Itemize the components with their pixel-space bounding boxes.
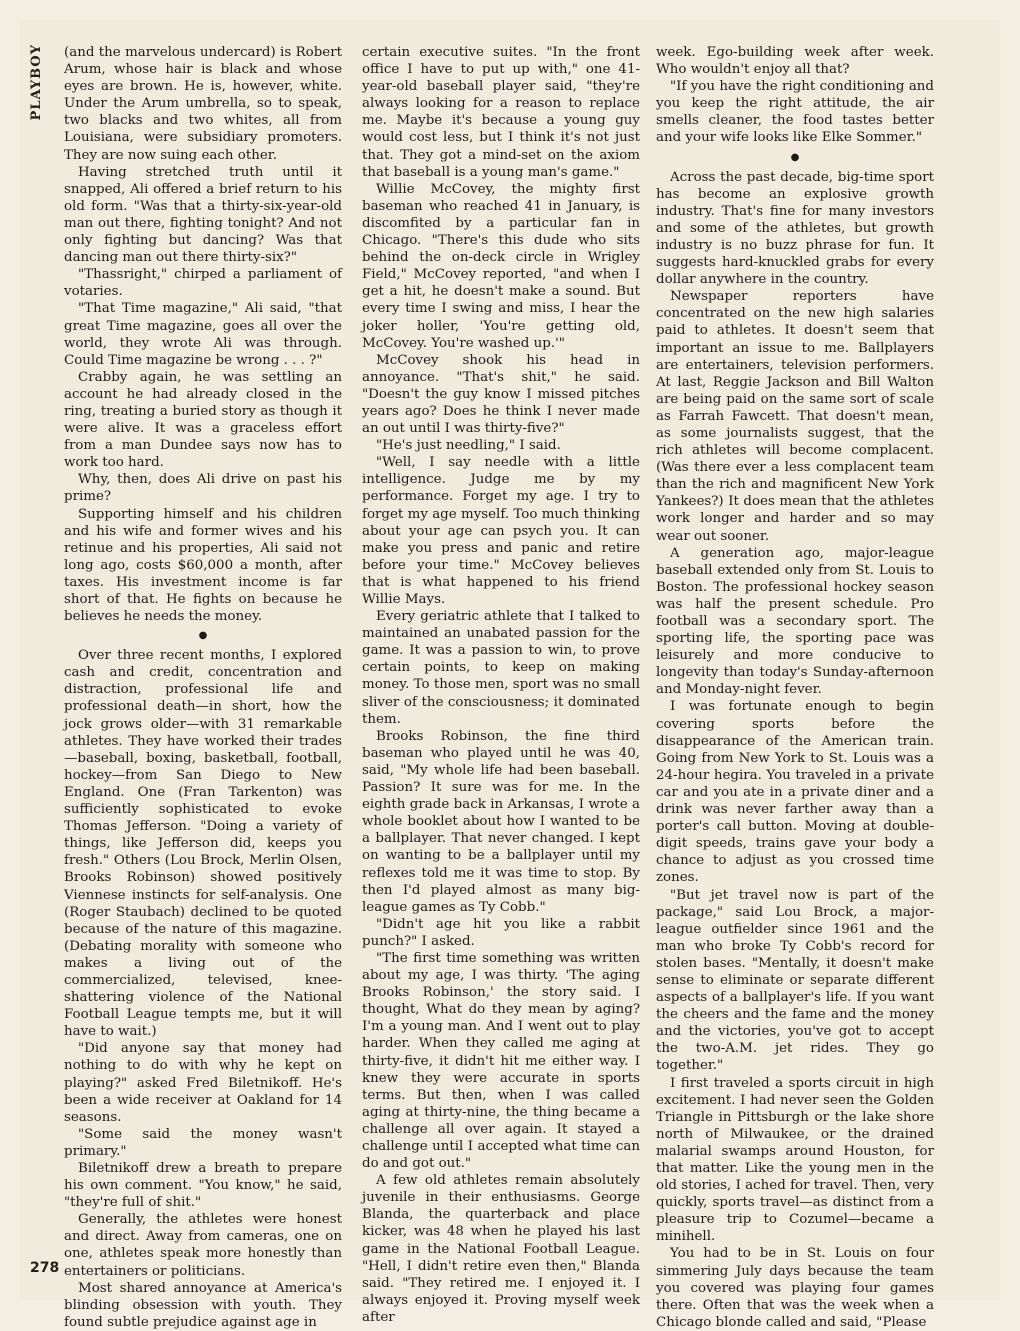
paragraph: "But jet travel now is part of the package," said Lou Brock, a major-league outfielder since 1961 and the man who broke Ty Cobb's record for stolen bases. "Mentally, it doesn't make sense to eliminate or separate different aspects of a ballplayer's life. If you want the cheers and the fame and the money and the victories, you've got to accept the two-A.M. jet rides. They go together."	[656, 887, 934, 1074]
paragraph: Biletnikoff drew a breath to prepare his own comment. "You know," he said, "they're full of shit."	[64, 1161, 342, 1211]
paragraph: Having stretched truth until it snapped, Ali offered a brief return to his old form. "Was that a thirty-six-year-old man out there, fighting tonight? And not only fighting but dancing? Was that dancing man out there thirty-six?"	[64, 164, 342, 266]
paragraph: "If you have the right conditioning and you keep the right attitude, the air smells cleaner, the food tastes better and your wife looks like Elke Sommer."	[656, 79, 934, 146]
paragraph: A generation ago, major-league baseball extended only from St. Louis to Boston. The professional hockey season was half the present schedule. Pro football was a secondary sport. The sporting life, the sporting pace was leisurely and more conducive to longevity than today's Sunday-afternoon and Monday-night fever.	[656, 545, 934, 698]
paragraph: (and the marvelous undercard) is Robert Arum, whose hair is black and whose eyes are brown. He is, however, white. Under the Arum umbrella, so to speak, two blacks and two whites, all from Louisiana, were subsidiary promoters. They are now suing each other.	[64, 45, 342, 163]
paragraph: "The first time something was written about my age, I was thirty. 'The aging Brooks Robinson,' the story said. I thought, What do they mean by aging? I'm a young man. And I went out to play harder. When they called me aging at thirty-five, it didn't hit me either way. I knew they were accurate in sports terms. But then, when I was called aging at thirty-nine, the thing became a challenge all over again. It stayed a challenge until I accepted what time can do and got out."	[362, 950, 640, 1172]
paragraph: Across the past decade, big-time sport has become an explosive growth industry. That's fine for many investors and some of the athletes, but growth industry is no buzz phrase for fun. It suggests hard-knuckled grabs for every dollar anywhere in the country.	[656, 169, 934, 288]
paragraph: Supporting himself and his children and his wife and former wives and his retinue and his properties, Ali said not long ago, costs $60,000 a month, after taxes. His investment income is far short of that. He fights on because he believes he needs the money.	[64, 506, 342, 625]
paragraph: "Well, I say needle with a little intelligence. Judge me by my performance. Forget my age. I try to forget my age myself. Too much thinking about your age can psych you. It can make you press and panic and retire before your time." McCovey believes that is what happened to his friend Willie Mays.	[362, 455, 640, 607]
paragraph: "That Time magazine," Ali said, "that great Time magazine, goes all over the world, they wrote Ali was through. Could Time magazine be wrong . . . ?"	[64, 301, 342, 368]
paragraph: Brooks Robinson, the fine third baseman who played until he was 40, said, "My whole life had been baseball. Passion? It sure was for me. In the eighth grade back in Arkansas, I wrote a whole booklet about how I wanted to be a ballplayer. That never changed. I kept on wanting to be a ballplayer until my reflexes told me it was time to stop. By then I'd played almost as many big-league games as Ty Cobb."	[362, 728, 640, 915]
paragraph: Willie McCovey, the mighty first baseman who reached 41 in January, is discomfited by a particular fan in Chicago. "There's this dude who sits behind the on-deck circle in Wrigley Field," McCovey reported, "and when I get a hit, he doesn't make a sound. But every time I swing and miss, I hear the joker holler, 'You're getting old, McCovey. You're washed up.'"	[362, 181, 640, 351]
running-head: PLAYBOY	[29, 44, 44, 121]
paragraph: Crabby again, he was settling an account he had already closed in the ring, treating a buried story as though it were alive. It was a graceless effort from a man Dundee says now has to work too hard.	[64, 369, 342, 471]
paragraph: Newspaper reporters have concentrated on the new high salaries paid to athletes. It doesn't seem that important an issue to me. Ballplayers are entertainers, television performers. At last, Reggie Jackson and Bill Walton are being paid on the same sort of scale as Farrah Fawcett. That doesn't mean, as some journalists suggest, that the rich athletes will become complacent. (Was there ever a less complacent team than the rich and magnificent New York Yankees?) It does mean that the athletes work longer and harder and so may wear out sooner.	[656, 289, 934, 544]
paragraph: Over three recent months, I explored cash and credit, concentration and distraction, professional life and professional death—in short, how the jock grows older—with 31 remarkable athletes. They have worked their trades—baseball, boxing, basketball, football, hockey—from San Diego to New England. One (Fran Tarkenton) was sufficiently sophisticated to evoke Thomas Jefferson. "Doing a variety of things, like Jefferson did, keeps you fresh." Others (Lou Brock, Merlin Olsen, Brooks Robinson) showed positively Viennese instincts for self-analysis. One (Roger Staubach) declined to be quoted because of the nature of this magazine. (Debating morality with someone who makes a living out of the commercialized, televised, knee-shattering violence of the National Football League tempts me, but it will have to wait.)	[64, 648, 342, 1040]
paragraph: "Thassright," chirped a parliament of votaries.	[64, 267, 342, 300]
paragraph: "Didn't age hit you like a rabbit punch?" I asked.	[362, 916, 640, 949]
paragraph: week. Ego-building week after week. Who wouldn't enjoy all that?	[656, 45, 934, 78]
paragraph: I first traveled a sports circuit in high excitement. I had never seen the Golden Triangle in Pittsburgh or the lake shore north of Milwaukee, or the drained malarial swamps around Houston, for that matter. Like the young men in the old stories, I ached for travel. Then, very quickly, sports travel—as distinct from a pleasure trip to Cozumel—became a minihell.	[656, 1075, 934, 1245]
paragraph: A few old athletes remain absolutely juvenile in their enthusiasms. George Blanda, the quarterback and place kicker, was 48 when he played his last game in the National Football League. "Hell, I didn't retire even then," Blanda said. "They retired me. I enjoyed it. I always enjoyed it. Proving myself week after	[362, 1173, 640, 1325]
paragraph: You had to be in St. Louis on four simmering July days because the team you covered was playing four games there. Often that was the week when a Chicago blonde called and said, "Please	[656, 1246, 934, 1330]
paragraph: certain executive suites. "In the front office I have to put up with," one 41-year-old baseball player said, "they're always looking for a reason to replace me. Maybe it's because a young guy would cost less, but I think it's not just that. They got a mind-set on the axiom that baseball is a young man's game."	[362, 45, 640, 180]
page-number: 278	[30, 1260, 60, 1276]
column-2	[362, 44, 640, 1326]
section-break-bullet: ●	[790, 151, 800, 163]
paragraph: "Some said the money wasn't primary."	[64, 1126, 342, 1159]
paragraph: "Did anyone say that money had nothing to do with why he kept on playing?" asked Fred Biletnikoff. He's been a wide receiver at Oakland for 14 seasons.	[64, 1041, 342, 1125]
paragraph: I was fortunate enough to begin covering sports before the disappearance of the American train. Going from New York to St. Louis was a 24-hour hegira. You traveled in a private car and you ate in a private diner and a drink was never farther away than a porter's call button. Moving at double-digit speeds, trains gave your body a chance to adjust as you crossed time zones.	[656, 699, 934, 886]
column-1	[64, 44, 342, 1331]
paragraph: Every geriatric athlete that I talked to maintained an unabated passion for the game. It was a passion to win, to prove certain points, to keep on making money. To those men, sport was no small sliver of the consciousness; it dominated them.	[362, 609, 640, 727]
paragraph: Most shared annoyance at America's blinding obsession with youth. They found subtle prejudice against age in	[64, 1280, 342, 1330]
section-break-bullet: ●	[198, 630, 208, 642]
paragraph: McCovey shook his head in annoyance. "That's shit," he said. "Doesn't the guy know I missed pitches years ago? Does he think I never made an out until I was thirty-five?"	[362, 352, 640, 437]
column-3	[656, 44, 934, 1331]
paragraph: Generally, the athletes were honest and direct. Away from cameras, one on one, athletes speak more honestly than entertainers or politicians.	[64, 1212, 342, 1279]
paragraph: Why, then, does Ali drive on past his prime?	[64, 472, 342, 505]
paragraph: "He's just needling," I said.	[376, 438, 561, 454]
